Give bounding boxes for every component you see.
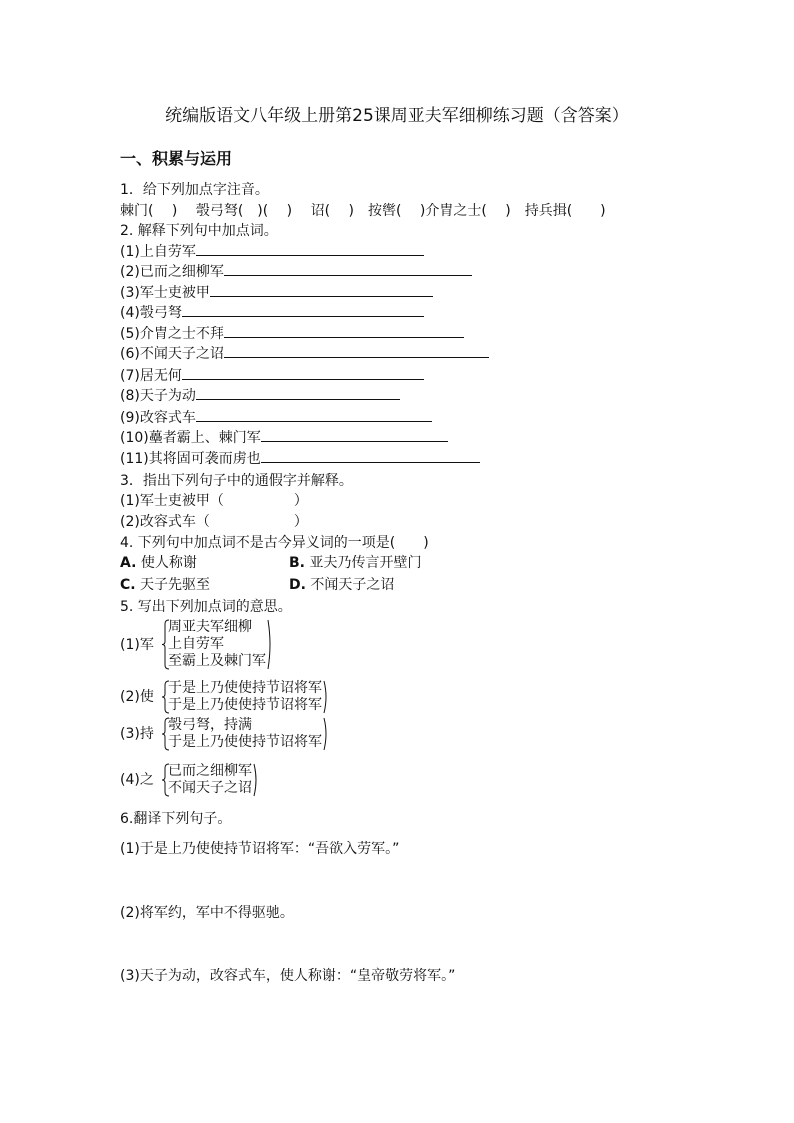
answer-blank-line <box>224 344 489 358</box>
question-2-item-text: (7)居无何 <box>120 368 182 384</box>
question-2-item <box>120 283 433 302</box>
question-2-item <box>120 344 489 363</box>
question-2-item-text: (10)蘲者霸上、棘门军 <box>120 430 261 446</box>
question-2-item-text: (8)天子为动 <box>120 388 196 404</box>
meaning-group-item: 于是上乃使使持节诏将军 <box>168 680 322 696</box>
right-paren-icon <box>323 680 329 714</box>
meaning-group-item: 至霸上及棘门军 <box>168 653 266 669</box>
answer-blank-line <box>196 242 424 256</box>
question-6-stem: 6.翻译下列句子。 <box>120 811 232 827</box>
meaning-group-item: 上自劳军 <box>168 636 224 652</box>
right-paren-icon <box>253 763 259 797</box>
document-title: 统编版语文八年级上册第25课周亚夫军细柳练习题（含答案） <box>165 106 629 126</box>
question-2-item <box>120 449 480 468</box>
question-2-item-text: (6)不闻天子之诏 <box>120 346 224 362</box>
question-2-item-text: (1)上自劳军 <box>120 244 196 260</box>
question-2-item <box>120 428 448 447</box>
meaning-group-label: (1)军 <box>120 636 154 653</box>
meaning-group-label: (4)之 <box>120 772 154 788</box>
meaning-group-item: 不闻天子之诏 <box>168 780 252 796</box>
question-1-items: 棘门( ) 彀弓弩( )( ) 诏( ) 按辔( )介胄之士( ) 持兵揖( ) <box>120 203 606 219</box>
answer-blank-line <box>196 408 432 422</box>
question-2-item <box>120 408 432 427</box>
question-2-item-text: (5)介胄之士不拜 <box>120 326 224 342</box>
answer-blank-line <box>196 386 400 400</box>
question-6-item-2: (2)将军约，军中不得驱驰。 <box>120 905 294 921</box>
question-2-item <box>120 303 424 322</box>
question-2-item-text: (4)彀弓弩 <box>120 305 182 321</box>
meaning-group-label: (2)使 <box>120 689 154 705</box>
right-paren-icon <box>267 619 273 670</box>
question-2-item <box>120 262 472 281</box>
question-6-item-1: (1)于是上乃使使持节诏将军：“吾欲入劳军。” <box>120 841 400 857</box>
question-4-stem: 4. 下列句中加点词不是古今异义词的一项是( ) <box>120 535 429 551</box>
option-c: C. 天子先驱至 <box>120 577 211 593</box>
question-3-stem: 3．指出下列句子中的通假字并解释。 <box>120 473 353 489</box>
question-1-stem: 1．给下列加点字注音。 <box>120 182 269 198</box>
question-2-item-text: (3)军士吏被甲 <box>120 285 210 301</box>
question-2-item-text: (11)其将固可袭而虏也 <box>120 451 261 467</box>
answer-blank-line <box>224 262 472 276</box>
answer-blank-line <box>182 303 424 317</box>
option-b: B. 亚夫乃传言开壁门 <box>289 555 422 571</box>
meaning-group-item: 于是上乃使使持节诏将军 <box>168 734 322 750</box>
meaning-group-item: 彀弓弩，持满 <box>168 717 252 733</box>
question-3-item-1: (1)军士吏被甲（ ） <box>120 493 308 509</box>
question-2-item-text: (9)改容式车 <box>120 410 196 426</box>
answer-blank-line <box>182 366 424 380</box>
answer-blank-line <box>210 283 433 297</box>
section-heading: 一、积累与运用 <box>120 149 233 168</box>
option-d: D. 不闻天子之诏 <box>289 577 395 593</box>
meaning-group-label: (3)持 <box>120 726 154 742</box>
question-2-item <box>120 366 424 385</box>
meaning-group-item: 于是上乃使使持节诏将军 <box>168 697 322 713</box>
option-a: A. 使人称谢 <box>120 555 197 571</box>
question-2-item <box>120 324 464 343</box>
meaning-group-item: 周亚夫军细柳 <box>168 619 252 635</box>
question-3-item-2: (2)改容式车（ ） <box>120 514 308 530</box>
question-2-item-text: (2)已而之细柳军 <box>120 264 224 280</box>
right-paren-icon <box>323 717 329 751</box>
question-2-stem: 2. 解释下列句中加点词。 <box>120 223 278 239</box>
meaning-group-item: 已而之细柳军 <box>168 763 252 779</box>
question-5-stem: 5. 写出下列加点词的意思。 <box>120 599 292 615</box>
answer-blank-line <box>224 324 464 338</box>
answer-blank-line <box>261 428 448 442</box>
question-2-item <box>120 242 424 261</box>
question-6-item-3: (3)天子为动，改容式车，使人称谢：“皇帝敬劳将军。” <box>120 968 456 984</box>
answer-blank-line <box>261 449 480 463</box>
question-2-item <box>120 386 400 405</box>
